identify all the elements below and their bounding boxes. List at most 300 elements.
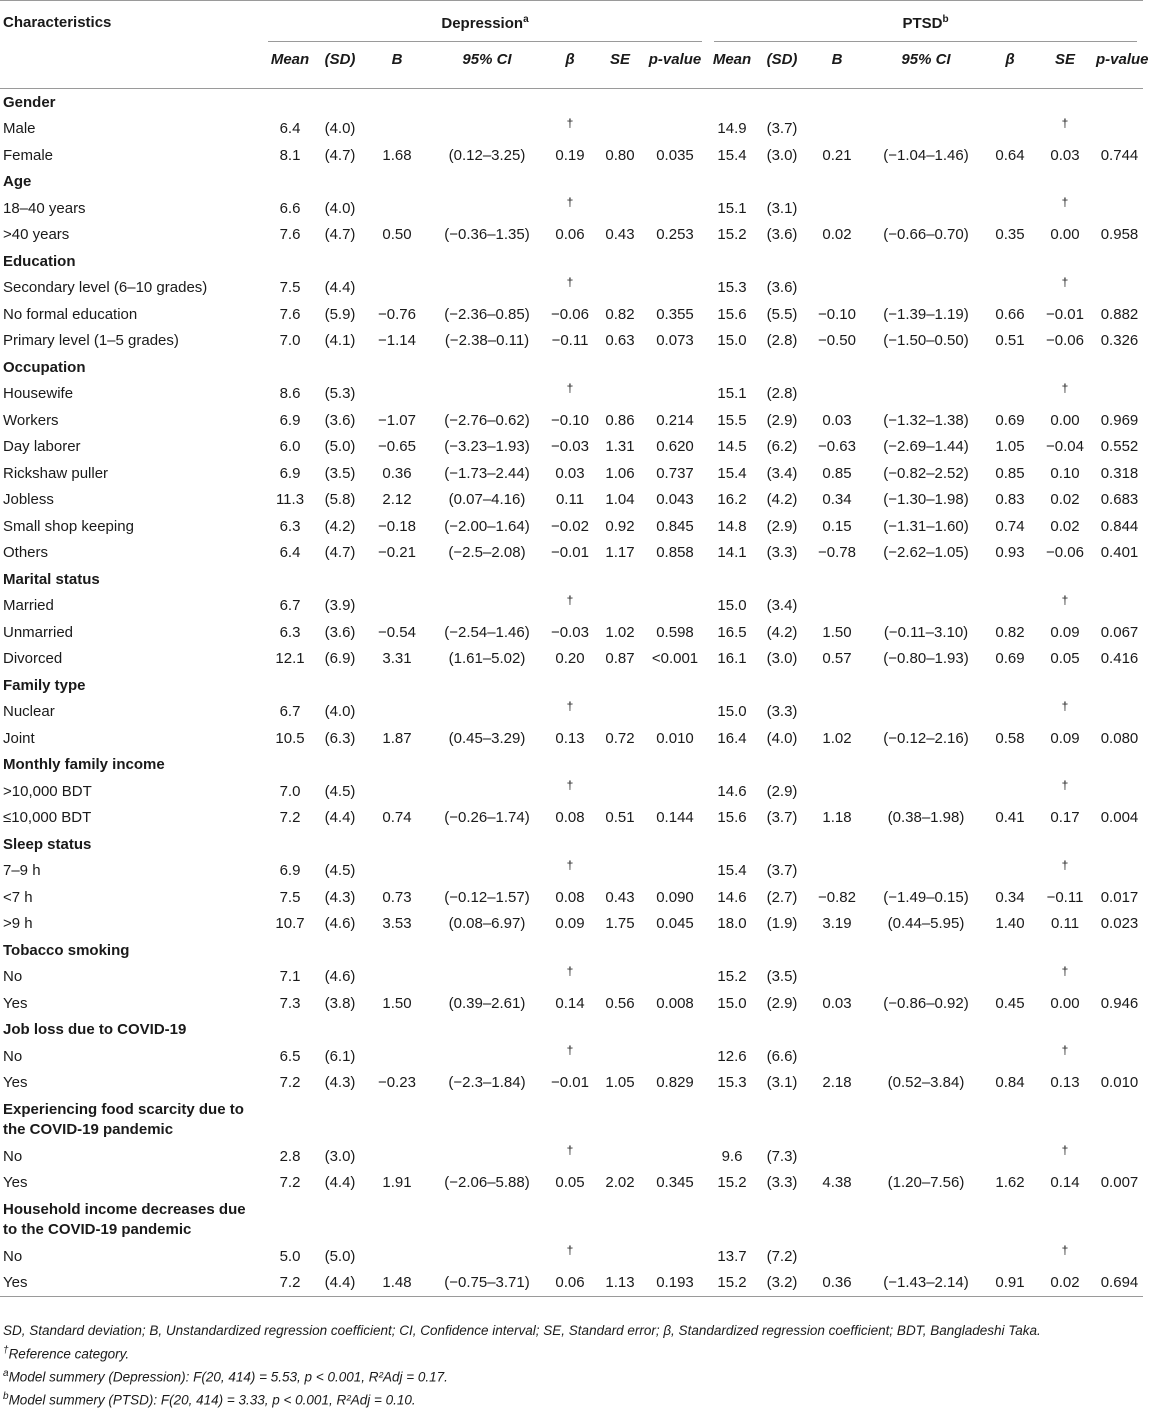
cell (598, 1143, 642, 1170)
cell (642, 1143, 708, 1170)
ptsd-col-6: p-value (1096, 50, 1149, 68)
cell: 0.09 (1050, 729, 1080, 747)
table-row (0, 911, 1143, 938)
cell: (4.4) (324, 809, 356, 827)
row-label: 18–40 years (3, 199, 86, 217)
cell: 0.15 (822, 517, 852, 535)
cell (866, 778, 986, 805)
cell (598, 275, 642, 302)
cell: 0.74 (382, 809, 412, 827)
cell (642, 116, 708, 143)
cell: † (1061, 380, 1069, 395)
cell: <0.001 (651, 650, 699, 668)
row-label: Yes (3, 1174, 28, 1192)
cell: 15.2 (717, 226, 747, 244)
cell: 0.744 (1100, 146, 1139, 164)
cell (362, 195, 432, 222)
table-row (0, 275, 1143, 302)
cell (866, 195, 986, 222)
cell: 0.073 (656, 332, 694, 350)
table-row (0, 381, 1143, 408)
cell (642, 778, 708, 805)
cell: 0.03 (822, 411, 852, 429)
cell (1096, 1143, 1143, 1170)
cell: 14.6 (717, 782, 747, 800)
table-row (0, 301, 1143, 328)
section-title: Gender (3, 93, 56, 111)
cell (362, 275, 432, 302)
cell: 0.017 (1100, 888, 1139, 906)
table-row (0, 1170, 1143, 1197)
cell: 1.50 (822, 623, 852, 641)
cell: 0.010 (1100, 1074, 1139, 1092)
cell: −0.06 (1046, 332, 1084, 350)
cell: 0.552 (1100, 438, 1139, 456)
cell (362, 858, 432, 885)
table-row (0, 513, 1143, 540)
cell: 6.4 (279, 544, 301, 562)
cell: (−2.3–1.84) (448, 1074, 526, 1092)
cell: (2.9) (766, 782, 798, 800)
table-row (0, 487, 1143, 514)
cell: 0.63 (605, 332, 635, 350)
cell (642, 858, 708, 885)
cell: 6.3 (279, 623, 301, 641)
cell: † (1061, 115, 1069, 130)
cell (642, 195, 708, 222)
cell: (3.0) (766, 146, 798, 164)
cell (642, 1243, 708, 1270)
cell: 0.05 (555, 1174, 585, 1192)
cell (1096, 593, 1143, 620)
cell: (4.7) (324, 226, 356, 244)
row-label: Others (3, 544, 49, 562)
table-row (0, 328, 1143, 355)
cell: (5.9) (324, 305, 356, 323)
table-row (0, 858, 1143, 885)
row-label: <7 h (3, 888, 33, 906)
cell: −0.03 (551, 438, 589, 456)
cell: † (1061, 195, 1069, 210)
cell: (−2.06–5.88) (444, 1174, 530, 1192)
cell: 0.82 (605, 305, 635, 323)
cell: (3.4) (766, 597, 798, 615)
model-note-ptsd: $^b$Model summery (PTSD): F(20, 414) = 3.33, p < 0.001, R²Adj = 0.10. (3, 1390, 416, 1407)
cell (362, 1043, 432, 1070)
cell: 7.5 (279, 888, 301, 906)
cell (362, 381, 432, 408)
cell: 15.1 (717, 199, 747, 217)
row-label: 7–9 h (3, 862, 41, 880)
cell: (6.9) (324, 650, 356, 668)
cell (986, 858, 1034, 885)
row-label: Secondary level (6–10 grades) (3, 279, 208, 297)
cell: −0.21 (378, 544, 416, 562)
cell (642, 699, 708, 726)
cell: 14.5 (717, 438, 747, 456)
depression-col-1: (SD) (324, 50, 356, 68)
cell: (−1.31–1.60) (883, 517, 969, 535)
cell: 0.64 (995, 146, 1025, 164)
cell: 0.080 (1100, 729, 1139, 747)
cell: 0.829 (656, 1074, 694, 1092)
row-label: ≤10,000 BDT (3, 809, 92, 827)
row-label: Rickshaw puller (3, 464, 109, 482)
cell: (−1.49–0.15) (883, 888, 969, 906)
cell (808, 275, 866, 302)
cell (598, 858, 642, 885)
cell (866, 381, 986, 408)
cell: 4.38 (822, 1174, 852, 1192)
cell: 14.9 (717, 120, 747, 138)
cell: 1.68 (382, 146, 412, 164)
cell: 15.4 (717, 146, 747, 164)
cell (808, 195, 866, 222)
cell: 15.1 (717, 385, 747, 403)
cell: 16.2 (717, 491, 747, 509)
cell: (2.9) (766, 517, 798, 535)
cell: (3.0) (324, 1147, 356, 1165)
cell: 0.69 (995, 650, 1025, 668)
cell: 6.9 (279, 464, 301, 482)
cell: 6.7 (279, 597, 301, 615)
cell: 12.6 (717, 1047, 747, 1065)
cell: (0.38–1.98) (887, 809, 965, 827)
cell: (3.6) (324, 623, 356, 641)
depression-col-5: SE (609, 50, 630, 68)
cell: (4.2) (324, 517, 356, 535)
cell (1096, 699, 1143, 726)
cell (986, 593, 1034, 620)
table-row (0, 725, 1143, 752)
table-row (0, 1270, 1143, 1297)
cell: (−0.36–1.35) (444, 226, 530, 244)
cell: (7.2) (766, 1247, 798, 1265)
table-row (0, 646, 1143, 673)
cell: (2.9) (766, 411, 798, 429)
cell (598, 116, 642, 143)
cell (866, 593, 986, 620)
cell (866, 699, 986, 726)
cell (642, 593, 708, 620)
cell: (−1.32–1.38) (883, 411, 969, 429)
cell: 15.3 (717, 1074, 747, 1092)
cell: † (1061, 274, 1069, 289)
cell: (−1.30–1.98) (883, 491, 969, 509)
cell: 0.85 (995, 464, 1025, 482)
cell (432, 1043, 542, 1070)
cell: (4.3) (324, 888, 356, 906)
cell: 0.57 (822, 650, 852, 668)
cell: (3.1) (766, 199, 798, 217)
cell: † (566, 778, 574, 793)
cell (866, 964, 986, 991)
cell: 0.345 (656, 1174, 694, 1192)
cell (986, 964, 1034, 991)
row-label: Day laborer (3, 438, 81, 456)
cell: −0.03 (551, 623, 589, 641)
depression-col-6: p-value (648, 50, 702, 68)
cell: 3.53 (382, 915, 412, 933)
cell: 6.5 (279, 1047, 301, 1065)
cell: 0.02 (1050, 491, 1080, 509)
cell: 0.416 (1100, 650, 1139, 668)
cell: 8.6 (279, 385, 301, 403)
cell (362, 699, 432, 726)
table-row (0, 222, 1143, 249)
cell: −0.18 (378, 517, 416, 535)
section-title: Job loss due to COVID-19 (3, 1021, 187, 1039)
cell (362, 593, 432, 620)
cell: (0.12–3.25) (448, 146, 526, 164)
cell: 1.87 (382, 729, 412, 747)
cell: 1.91 (382, 1174, 412, 1192)
cell (598, 964, 642, 991)
cell: 1.05 (605, 1074, 635, 1092)
table-row (0, 460, 1143, 487)
cell: 0.067 (1100, 623, 1139, 641)
cell: 0.00 (1050, 411, 1080, 429)
cell: 0.86 (605, 411, 635, 429)
abbreviations-note: SD, Standard deviation; B, Unstandardized regression coefficient; CI, Confidence interval; SE, Standard error; β, Standardized regression coefficient; BDT, Bangladeshi Taka. (3, 1323, 1041, 1338)
cell (1096, 858, 1143, 885)
cell: (4.5) (324, 782, 356, 800)
cell: 0.11 (555, 491, 585, 509)
cell: 0.144 (656, 809, 694, 827)
cell (986, 1043, 1034, 1070)
cell: 0.74 (995, 517, 1025, 535)
reference-note: †Reference category. (3, 1344, 130, 1361)
cell: (4.2) (766, 491, 798, 509)
cell: (−2.54–1.46) (444, 623, 530, 641)
cell: 2.02 (605, 1174, 635, 1192)
cell: 0.80 (605, 146, 635, 164)
cell: (3.5) (766, 968, 798, 986)
cell: (3.3) (766, 544, 798, 562)
cell: 0.50 (382, 226, 412, 244)
cell: 1.75 (605, 915, 635, 933)
cell: 1.02 (605, 623, 635, 641)
cell (808, 964, 866, 991)
cell: 14.1 (717, 544, 747, 562)
cell: (5.5) (766, 305, 798, 323)
row-label: Nuclear (3, 703, 55, 721)
table-row (0, 619, 1143, 646)
cell (808, 1143, 866, 1170)
cell: 0.08 (555, 809, 585, 827)
cell: 14.6 (717, 888, 747, 906)
cell: † (1061, 592, 1069, 607)
cell: 16.4 (717, 729, 747, 747)
cell: 7.0 (279, 332, 301, 350)
row-label: Divorced (3, 650, 63, 668)
cell: 2.8 (279, 1147, 301, 1165)
cell: (0.39–2.61) (448, 994, 526, 1012)
cell: 7.6 (279, 305, 301, 323)
cell: −0.76 (378, 305, 416, 323)
cell: 15.3 (717, 279, 747, 297)
cell: 8.1 (279, 146, 301, 164)
cell: −0.01 (551, 544, 589, 562)
cell: 0.05 (1050, 650, 1080, 668)
section-title: Experiencing food scarcity due to the COVID-19 pandemic (3, 1100, 244, 1138)
cell: 0.214 (656, 411, 694, 429)
cell: 16.5 (717, 623, 747, 641)
cell (432, 593, 542, 620)
cell: (−2.76–0.62) (444, 411, 530, 429)
row-label: No (3, 1047, 23, 1065)
table-row (0, 778, 1143, 805)
cell (866, 116, 986, 143)
cell: 3.31 (382, 650, 412, 668)
cell: 0.253 (656, 226, 694, 244)
cell: (1.61–5.02) (448, 650, 526, 668)
cell: (3.7) (766, 809, 798, 827)
cell: (−3.23–1.93) (444, 438, 530, 456)
cell (598, 381, 642, 408)
cell: 0.02 (1050, 1274, 1080, 1292)
cell (808, 593, 866, 620)
cell: 0.737 (656, 464, 694, 482)
cell (808, 699, 866, 726)
cell: 0.958 (1100, 226, 1139, 244)
cell: (−1.50–0.50) (883, 332, 969, 350)
model-note-depression: $^a$Model summery (Depression): F(20, 414) = 5.53, p < 0.001, R²Adj = 0.17. (3, 1367, 448, 1384)
cell: 1.05 (995, 438, 1025, 456)
cell: 15.0 (717, 332, 747, 350)
cell (866, 1243, 986, 1270)
cell: 7.1 (279, 968, 301, 986)
cell: −0.23 (378, 1074, 416, 1092)
cell: 0.03 (822, 994, 852, 1012)
cell: 6.6 (279, 199, 301, 217)
row-label: No (3, 968, 23, 986)
cell: 1.50 (382, 994, 412, 1012)
cell: (4.4) (324, 1174, 356, 1192)
cell: 1.04 (605, 491, 635, 509)
row-label: >10,000 BDT (3, 782, 92, 800)
cell: −0.65 (378, 438, 416, 456)
cell: 0.73 (382, 888, 412, 906)
cell: (0.45–3.29) (448, 729, 526, 747)
cell: 0.355 (656, 305, 694, 323)
cell: (−2.5–2.08) (448, 544, 526, 562)
cell: (0.44–5.95) (887, 915, 965, 933)
table-row (0, 805, 1143, 832)
cell: 0.008 (656, 994, 694, 1012)
cell: † (1061, 1243, 1069, 1258)
cell: 0.620 (656, 438, 694, 456)
cell: 0.41 (995, 809, 1025, 827)
cell: 0.45 (995, 994, 1025, 1012)
cell: 0.69 (995, 411, 1025, 429)
cell: 0.92 (605, 517, 635, 535)
cell: (3.6) (324, 411, 356, 429)
cell: 0.007 (1100, 1174, 1139, 1192)
cell: † (566, 963, 574, 978)
cell (432, 778, 542, 805)
cell: † (1061, 698, 1069, 713)
cell: 15.2 (717, 1174, 747, 1192)
cell (986, 778, 1034, 805)
cell: (6.1) (324, 1047, 356, 1065)
cell: (−0.12–2.16) (883, 729, 969, 747)
cell: −0.50 (818, 332, 856, 350)
section-title: Family type (3, 676, 86, 694)
cell: (5.8) (324, 491, 356, 509)
cell: † (1061, 778, 1069, 793)
cell: † (566, 115, 574, 130)
section-title: Household income decreases due to the COVID-19 pandemic (3, 1200, 246, 1238)
table-row (0, 434, 1143, 461)
cell: (−2.69–1.44) (883, 438, 969, 456)
section-row (0, 1096, 1143, 1143)
cell: 18.0 (717, 915, 747, 933)
cell: 7.2 (279, 1074, 301, 1092)
cell (362, 1243, 432, 1270)
ptsd-col-4: β (1005, 50, 1015, 68)
table-row (0, 195, 1143, 222)
cell (1096, 1043, 1143, 1070)
cell (432, 699, 542, 726)
cell: (−0.80–1.93) (883, 650, 969, 668)
cell: 12.1 (275, 650, 305, 668)
ptsd-col-3: 95% CI (901, 50, 951, 68)
cell: (4.1) (324, 332, 356, 350)
cell: (−0.82–2.52) (883, 464, 969, 482)
cell: 0.43 (605, 226, 635, 244)
cell: (4.5) (324, 862, 356, 880)
cell: 0.13 (555, 729, 585, 747)
cell: (−1.04–1.46) (883, 146, 969, 164)
cell: † (566, 274, 574, 289)
cell: 6.9 (279, 862, 301, 880)
cell: −0.04 (1046, 438, 1084, 456)
cell (598, 699, 642, 726)
cell: 0.85 (822, 464, 852, 482)
depression-col-2: B (391, 50, 403, 68)
section-title: Education (3, 252, 76, 270)
cell: 6.4 (279, 120, 301, 138)
row-label: Married (3, 597, 54, 615)
depression-col-0: Mean (270, 50, 310, 68)
header-ptsd: PTSD$^b$ (708, 1, 1143, 44)
section-row (0, 1196, 1143, 1243)
cell (986, 1243, 1034, 1270)
depression-col-4: β (565, 50, 575, 68)
row-label: >40 years (3, 226, 70, 244)
cell: (4.6) (324, 915, 356, 933)
cell: −0.10 (551, 411, 589, 429)
cell: 0.318 (1100, 464, 1139, 482)
cell (642, 1043, 708, 1070)
cell: 0.93 (995, 544, 1025, 562)
cell: (3.3) (766, 703, 798, 721)
cell: 7.0 (279, 782, 301, 800)
cell: 0.010 (656, 729, 694, 747)
cell: 0.91 (995, 1274, 1025, 1292)
row-label: Small shop keeping (3, 517, 134, 535)
cell (1096, 1243, 1143, 1270)
cell: † (566, 1143, 574, 1158)
table-row (0, 990, 1143, 1017)
cell: −0.11 (1046, 888, 1084, 906)
cell: (6.6) (766, 1047, 798, 1065)
cell: (4.6) (324, 968, 356, 986)
cell (808, 1243, 866, 1270)
cell: 0.045 (656, 915, 694, 933)
cell: 0.08 (555, 888, 585, 906)
